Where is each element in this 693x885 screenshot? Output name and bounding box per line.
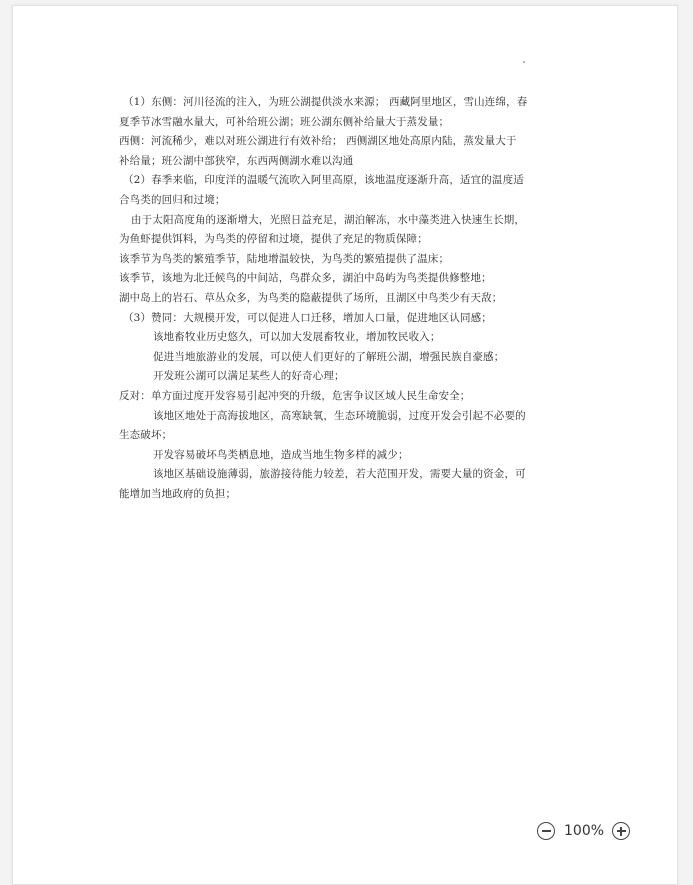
text-line: 西侧：河流稀少，难以对班公湖进行有效补给； 西侧湖区地处高原内陆，蒸发量大于: [119, 135, 517, 148]
document-page: [12, 5, 678, 885]
text-line: 补给量；班公湖中部狭窄，东西两侧湖水难以沟通: [119, 154, 354, 167]
text-line: 该地区地处于高海拔地区，高寒缺氧，生态环境脆弱，过度开发会引起不必要的: [153, 409, 526, 422]
text-line: 为鱼虾提供饵料，为鸟类的停留和过境，提供了充足的物质保障；: [119, 233, 428, 246]
minus-circle-icon: [542, 830, 551, 831]
text-line: 该季节为鸟类的繁殖季节，陆地增温较快，为鸟类的繁殖提供了温床；: [119, 252, 450, 265]
text-line: 湖中岛上的岩石、草丛众多，为鸟类的隐蔽提供了场所，且湖区中鸟类少有天敌；: [119, 291, 503, 304]
text-line: （3）赞同：大规模开发，可以促进人口迁移，增加人口量，促进地区认同感；: [123, 311, 492, 324]
text-line: 能增加当地政府的负担；: [119, 487, 237, 500]
text-line: 夏季节冰雪融水量大，可补给班公湖；班公湖东侧补给量大于蒸发量；: [119, 115, 450, 128]
text-line: 该季节，该地为北迁候鸟的中间站，鸟群众多，湖泊中岛屿为鸟类提供修整地；: [119, 272, 492, 285]
text-line: （2）春季来临，印度洋的温暖气流吹入阿里高原，该地温度逐渐升高，适宜的温度适: [123, 174, 524, 187]
text-line: 由于太阳高度角的逐渐增大，光照日益充足，湖泊解冻，水中藻类进入快速生长期，: [131, 213, 526, 226]
text-line: 该地区基础设施薄弱，旅游接待能力较差，若大范围开发，需要大量的资金，可: [153, 468, 526, 481]
document-body: [119, 93, 599, 504]
text-line: （1）东侧：河川径流的注入，为班公湖提供淡水来源； 西藏阿里地区，雪山连绵，春: [123, 96, 528, 108]
text-line: 该地畜牧业历史悠久，可以加大发展畜牧业，增加牧民收入；: [153, 331, 441, 344]
plus-vertical-stroke: [620, 827, 621, 836]
zoom-controls: [537, 820, 630, 842]
text-line: 合鸟类的回归和过境；: [119, 193, 226, 206]
zoom-out-button[interactable]: [537, 822, 555, 840]
text-line: 反对：单方面过度开发容易引起冲突的升级，危害争议区域人民生命安全；: [119, 389, 471, 402]
page-speck: [523, 61, 525, 63]
text-line: 促进当地旅游业的发展，可以使人们更好的了解班公湖，增强民族自豪感；: [153, 350, 505, 363]
text-line: 开发班公湖可以满足某些人的好奇心理；: [153, 370, 345, 383]
text-line: 生态破坏；: [119, 429, 173, 442]
text-line: 开发容易破坏鸟类栖息地，造成当地生物多样的减少；: [153, 448, 409, 461]
zoom-level: 100%: [564, 823, 605, 839]
zoom-in-button[interactable]: [612, 822, 630, 840]
